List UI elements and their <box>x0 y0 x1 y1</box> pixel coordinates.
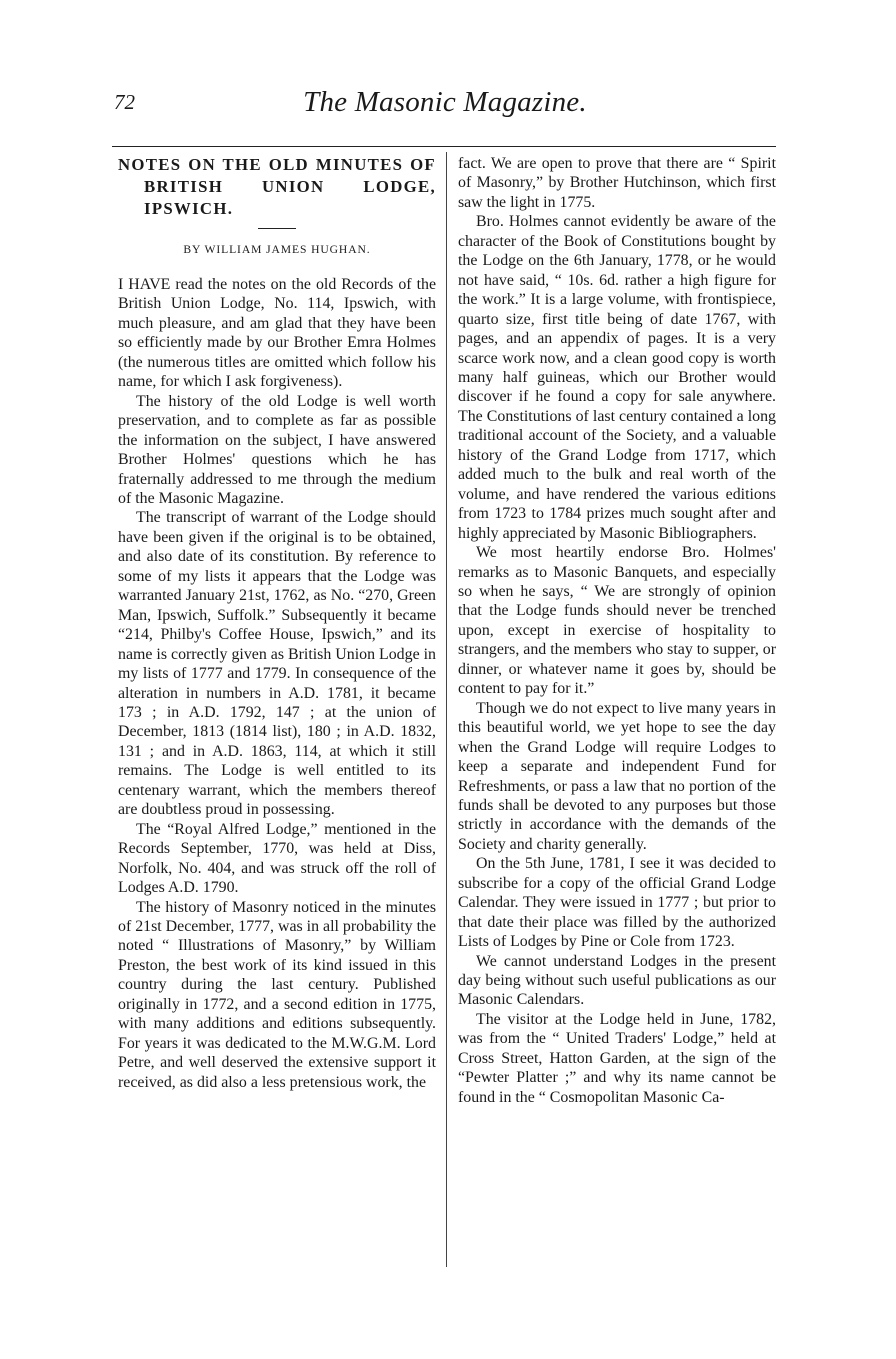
paragraph: Though we do not expect to live many years in this beautiful world, we yet hope to see the day when the Grand Lodge will require Lodges to keep a separate and independent Fund for Refreshments, or pass a law that no portion of the funds shall be devoted to any purposes but those strictly in accordance with the demands of the Society and charity generally. <box>458 699 776 853</box>
header-rule <box>112 146 776 147</box>
article-byline: BY WILLIAM JAMES HUGHAN. <box>183 243 371 256</box>
paragraph: On the 5th June, 1781, I see it was decided to subscribe for a copy of the official Grand Lodge Calendar. They were issued in 1777 ; but prior to that date their place was filled by the authorized Lists of Lodges by Pine or Cole from 1723. <box>458 855 776 951</box>
paragraph: Bro. Holmes cannot evidently be aware of the character of the Book of Constitutions bought by the Lodge on the 6th January, 1778, or he would not have said, “ 10s. 6d. rather a high figure for the work.” It is a large volume, with frontispiece, quarto size, first title being of date 1767, with pages, and an appendix of pages. It is a very scarce work now, and a clean good copy is worth many half guineas, which our Brother would discover if he found a copy for sale anywhere. The Constitutions of last century contained a long traditional account of the Society, and a valuable history of the Grand Lodge from 1717, which added much to the bulk and real worth of the volume, and have rendered the various editions from 1723 to 1784 prizes much sought after and highly appreciated by Masonic Bibliographers. <box>458 213 776 542</box>
paragraph: The “Royal Alfred Lodge,” mentioned in the Records September, 1770, was held at Diss, Norfolk, No. 404, and was struck off the roll of Lodges A.D. 1790. <box>118 820 436 897</box>
article-title: NOTES ON THE OLD MINUTES OF BRITISH UNION LODGE, IPSWICH. <box>118 155 436 218</box>
paragraph: fact. We are open to prove that there are “ Spirit of Masonry,” by Brother Hutchinson, which first saw the light in 1775. <box>458 155 776 211</box>
paragraph: The transcript of warrant of the Lodge should have been given if the original is to be obtained, and also date of its constitution. By reference to some of my lists it appears that the Lodge was warranted January 21st, 1762, as No. “270, Green Man, Ipswich, Suffolk.” Subsequently it became “214, Philby's Coffee House, Ipswich,” and its name is correctly given as British Union Lodge in my lists of 1777 and 1779. In consequence of the alteration in numbers in A.D. 1781, it became 173 ; in A.D. 1792, 147 ; at the union of December, 1813 (1814 list), 180 ; in A.D. 1832, 131 ; and in A.D. 1863, 114, at which it still remains. The Lodge is well entitled to its centenary warrant, which the members thereof are doubtless proud in possessing. <box>118 509 436 819</box>
paragraph: The history of Masonry noticed in the minutes of 21st December, 1777, was in all probability the noted “ Illustrations of Masonry,” by William Preston, the best work of its kind issued in this country during the last century. Published originally in 1772, and a second edition in 1775, with many additions and editions subsequently. For years it was dedicated to the M.W.G.M. Lord Petre, and well deserved the extensive support it received, as did also a less pretensious work, the <box>118 898 436 1091</box>
left-column <box>118 154 436 1092</box>
page-number: 72 <box>114 90 135 114</box>
title-rule <box>258 228 296 229</box>
right-column <box>458 154 776 1107</box>
paragraph: The history of the old Lodge is well worth preservation, and to complete as far as possible the information on the subject, I have answered Brother Holmes' questions which he has fraternally addressed to me through the medium of the Masonic Magazine. <box>118 392 436 507</box>
paragraph: We most heartily endorse Bro. Holmes' remarks as to Masonic Banquets, and especially so when he says, “ We are strongly of opinion that the Lodge funds should never be trenched upon, except in exercise of hospitality to strangers, and the members who stay to supper, or dinner, or whatever name it goes by, should be content to pay for it.” <box>458 544 776 698</box>
paragraph: The visitor at the Lodge held in June, 1782, was from the “ United Traders' Lodge,” held at Cross Street, Hatton Garden, at the sign of the “Pewter Platter ;” and why its name cannot be found in the “ Cosmopolitan Masonic Ca- <box>458 1010 776 1106</box>
running-title: The Masonic Magazine. <box>303 86 587 118</box>
paragraph: I HAVE read the notes on the old Records of the British Union Lodge, No. 114, Ipswich, with much pleasure, and am glad that they have been so efficiently made by our Brother Emra Holmes (the numerous titles are omitted which follow his name, for which I ask forgiveness). <box>118 276 436 391</box>
column-divider <box>446 152 447 1267</box>
page-header <box>112 84 778 120</box>
paragraph: We cannot understand Lodges in the present day being without such useful publications as our Masonic Calendars. <box>458 952 776 1009</box>
